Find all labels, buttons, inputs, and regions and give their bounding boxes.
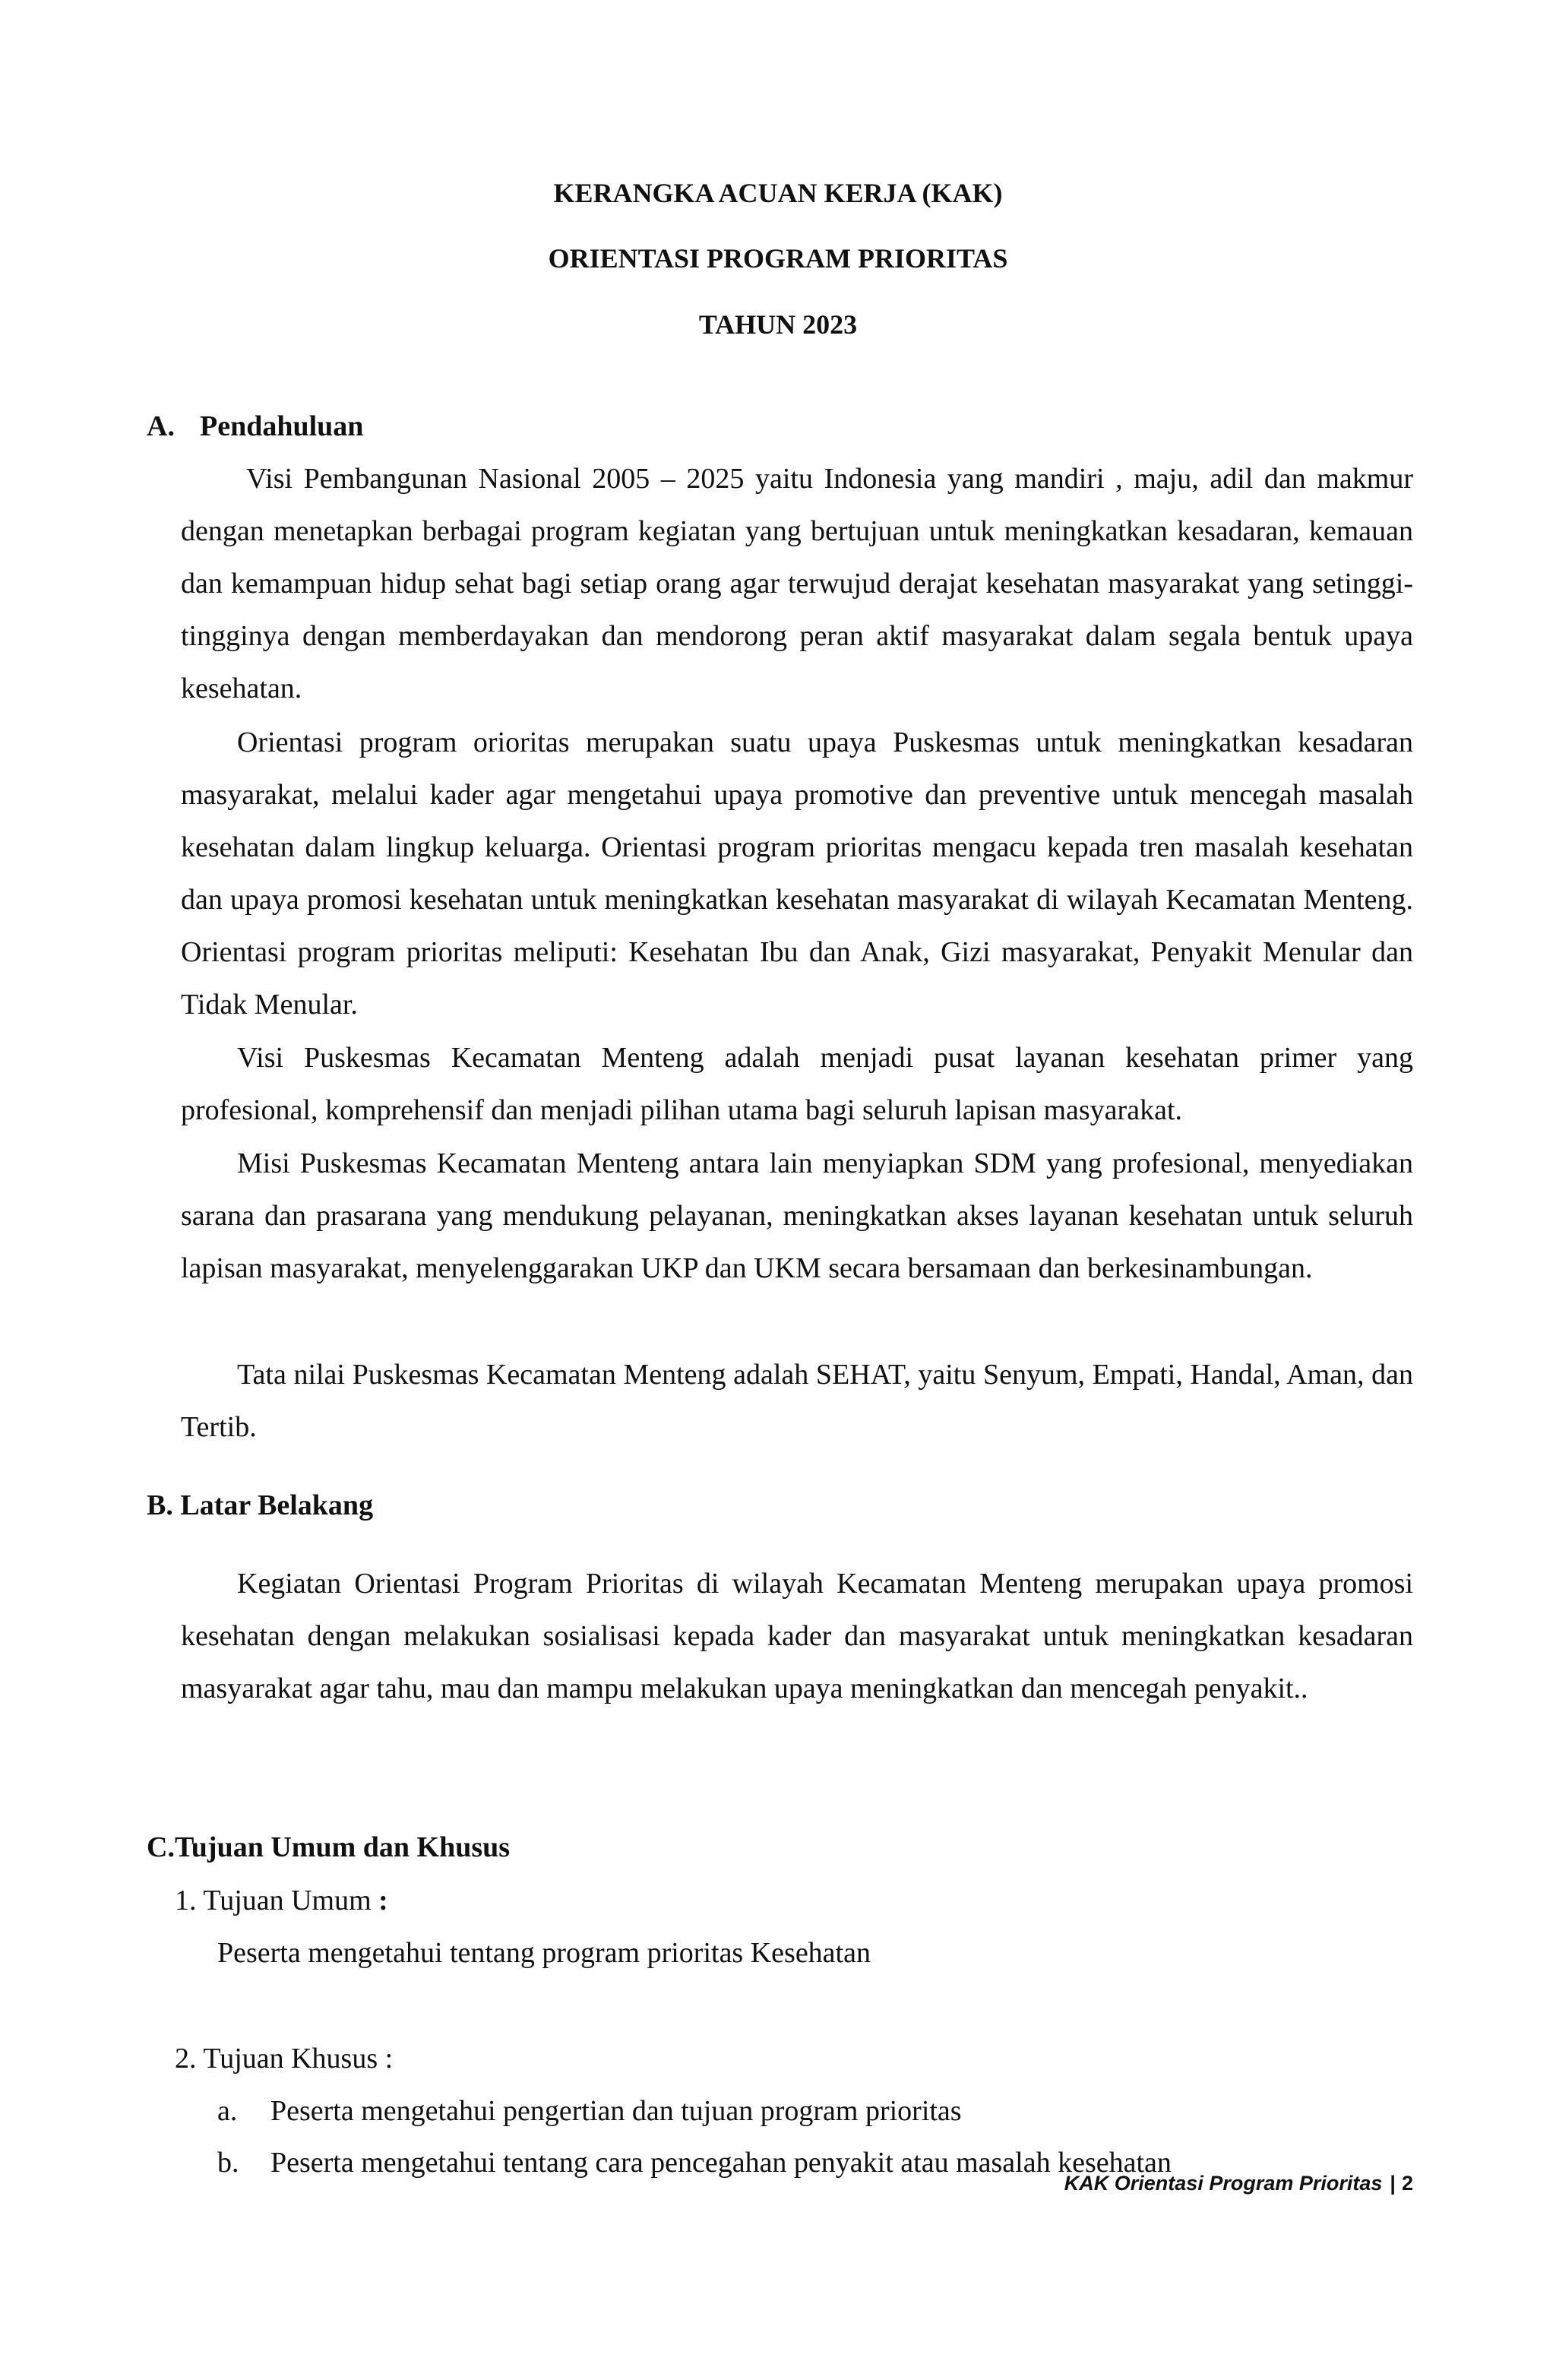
list-marker: a. — [217, 2095, 238, 2127]
section-c-heading: C.Tujuan Umum dan Khusus — [147, 1831, 511, 1863]
list-item-text: Peserta mengetahui pengertian dan tujuan program prioritas — [270, 2095, 962, 2127]
footer-separator: | — [1390, 2172, 1396, 2195]
section-a-paragraph-1: Visi Pembangunan Nasional 2005 – 2025 yaitu Indonesia yang mandiri , maju, adil dan makmur dengan menetapkan berbagai program kegiatan yang bertujuan untuk meningkatkan kesadaran, kemauan dan kemampuan hidup sehat bagi setiap orang agar terwujud derajat kesehatan masyarakat yang setinggi-tingginya dengan memberdayakan dan mendorong peran aktif masyarakat dalam segala bentuk upaya kesehatan. — [181, 463, 1413, 704]
tujuan-umum-label-text: 1. Tujuan Umum — [175, 1885, 379, 1916]
footer-label: KAK Orientasi Program Prioritas — [1064, 2172, 1383, 2195]
document-title-line-1: KERANGKA ACUAN KERJA (KAK) — [553, 178, 1003, 208]
list-item-text: Peserta mengetahui tentang cara pencegahan penyakit atau masalah kesehatan — [270, 2147, 1172, 2179]
document-title-line-3: TAHUN 2023 — [698, 309, 858, 340]
page-number: 2 — [1401, 2172, 1413, 2195]
tujuan-umum-text: Peserta mengetahui tentang program prioritas Kesehatan — [217, 1937, 871, 1969]
tujuan-khusus-label: 2. Tujuan Khusus : — [175, 2043, 394, 2075]
section-a-paragraph-3: Visi Puskesmas Kecamatan Menteng adalah menjadi pusat layanan kesehatan primer yang profesional, komprehensif dan menjadi pilihan utama bagi seluruh lapisan masyarakat. — [181, 1042, 1413, 1126]
section-a-paragraph-4: Misi Puskesmas Kecamatan Menteng antara lain menyiapkan SDM yang profesional, menyediakan sarana dan prasarana yang mendukung pelayanan, meningkatkan akses layanan kesehatan untuk seluruh lapisan masyarakat, menyelenggarakan UKP dan UKM secara bersamaan dan berkesinambungan. — [181, 1147, 1413, 1284]
section-a-paragraph-2: Orientasi program orioritas merupakan suatu upaya Puskesmas untuk meningkatkan kesadaran masyarakat, melalui kader agar mengetahui upaya promotive dan preventive untuk mencegah masalah kesehatan dalam lingkup keluarga. Orientasi program prioritas mengacu kepada tren masalah kesehatan dan upaya promosi kesehatan untuk meningkatkan kesehatan masyarakat di wilayah Kecamatan Menteng. Orientasi program prioritas meliputi: Kesehatan Ibu dan Anak, Gizi masyarakat, Penyakit Menular dan Tidak Menular. — [181, 726, 1413, 1021]
section-b-heading: B. Latar Belakang — [147, 1489, 374, 1521]
tujuan-khusus-item — [217, 2145, 1172, 2180]
section-a-heading — [147, 409, 363, 444]
document-title-line-2: ORIENTASI PROGRAM PRIORITAS — [548, 243, 1008, 274]
section-a-letter: A. — [147, 410, 175, 442]
tujuan-umum-colon: : — [378, 1885, 388, 1916]
page-footer — [1064, 2170, 1413, 2196]
section-a-title: Pendahuluan — [200, 410, 364, 442]
section-a-paragraph-5: Tata nilai Puskesmas Kecamatan Menteng adalah SEHAT, yaitu Senyum, Empati, Handal, Aman, dan Tertib. — [181, 1359, 1413, 1443]
list-marker: b. — [217, 2147, 239, 2179]
tujuan-khusus-item — [217, 2094, 962, 2128]
section-b-paragraph: Kegiatan Orientasi Program Prioritas di wilayah Kecamatan Menteng merupakan upaya promosi kesehatan dengan melakukan sosialisasi kepada kader dan masyarakat untuk meningkatkan kesadaran masyarakat agar tahu, mau dan mampu melakukan upaya meningkatkan dan mencegah penyakit.. — [181, 1568, 1413, 1704]
tujuan-umum-label — [175, 1883, 388, 1918]
